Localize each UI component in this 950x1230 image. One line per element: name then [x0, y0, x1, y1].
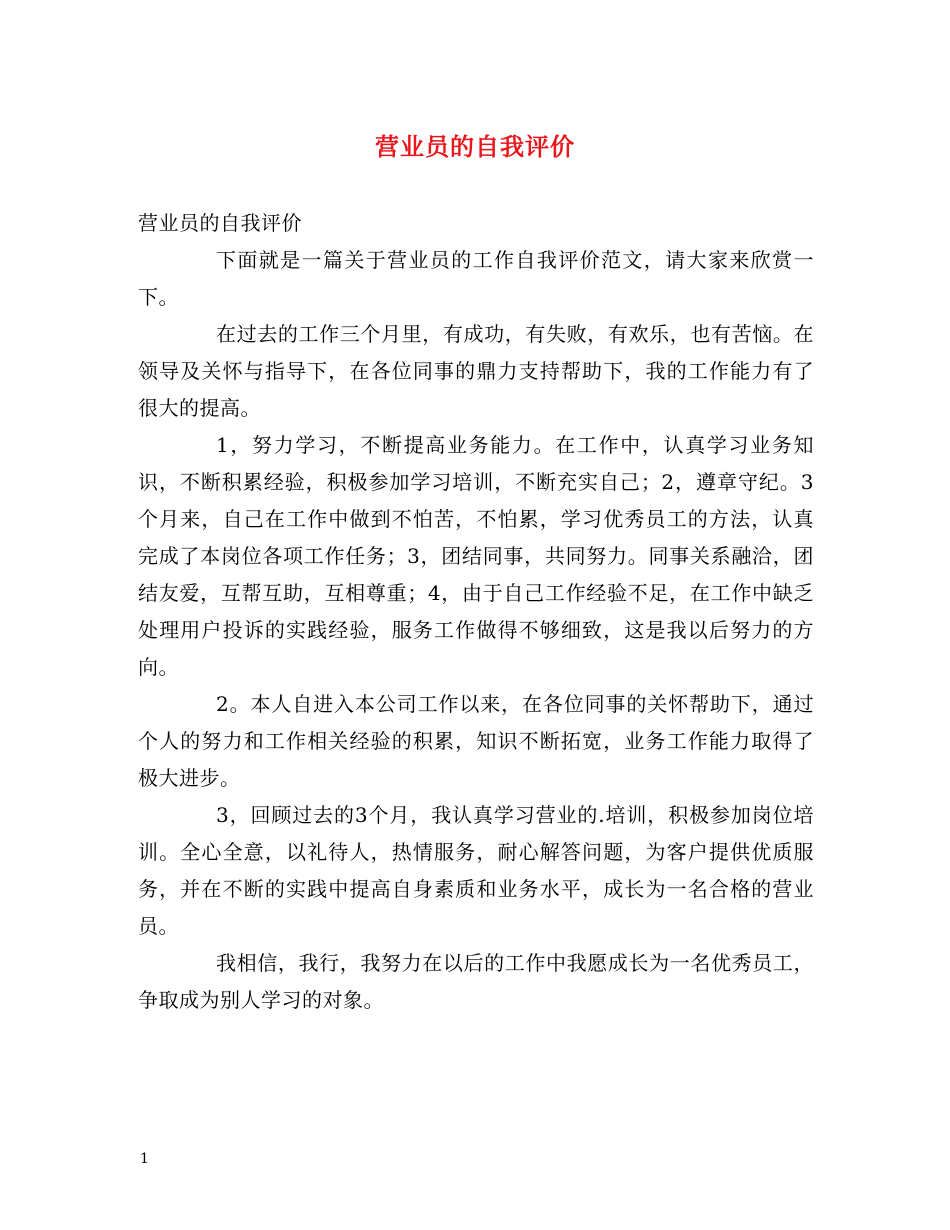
- paragraph-intro: 下面就是一篇关于营业员的工作自我评价范文，请大家来欣赏一下。: [138, 248, 814, 309]
- paragraph-closing: 我相信，我行，我努力在以后的工作中我愿成长为一名优秀员工，争取成为别人学习的对象。: [138, 951, 814, 1012]
- paragraph-summary: 在过去的工作三个月里，有成功，有失败，有欢乐，也有苦恼。在领导及关怀与指导下，在各位同事的鼎力支持帮助下，我的工作能力有了很大的提高。: [138, 322, 814, 420]
- paragraph-points: 1，努力学习，不断提高业务能力。在工作中，认真学习业务知识，不断积累经验，积极参加学习培训，不断充实自己；2，遵章守纪。3个月来，自己在工作中做到不怕苦，不怕累，学习优秀员工的方法，认真完成了本岗位各项工作任务；3，团结同事，共同努力。同事关系融洽，团结友爱，互帮互助，互相尊重；4，由于自己工作经验不足，在工作中缺乏处理用户投诉的实践经验，服务工作做得不够细致，这是我以后努力的方向。: [138, 433, 814, 679]
- paragraph-progress: 2。本人自进入本公司工作以来，在各位同事的关怀帮助下，通过个人的努力和工作相关经验的积累，知识不断拓宽，业务工作能力取得了极大进步。: [138, 692, 814, 790]
- page-number: 1: [140, 1151, 149, 1167]
- document-title: 营业员的自我评价: [375, 132, 575, 161]
- document-subtitle: 营业员的自我评价: [138, 211, 302, 235]
- paragraph-review: 3，回顾过去的3个月，我认真学习营业的.培训，积极参加岗位培训。全心全意，以礼待人，热情服务，耐心解答问题，为客户提供优质服务，并在不断的实践中提高自身素质和业务水平，成长为一名合格的营业员。: [138, 803, 814, 938]
- document-body: [138, 205, 814, 1019]
